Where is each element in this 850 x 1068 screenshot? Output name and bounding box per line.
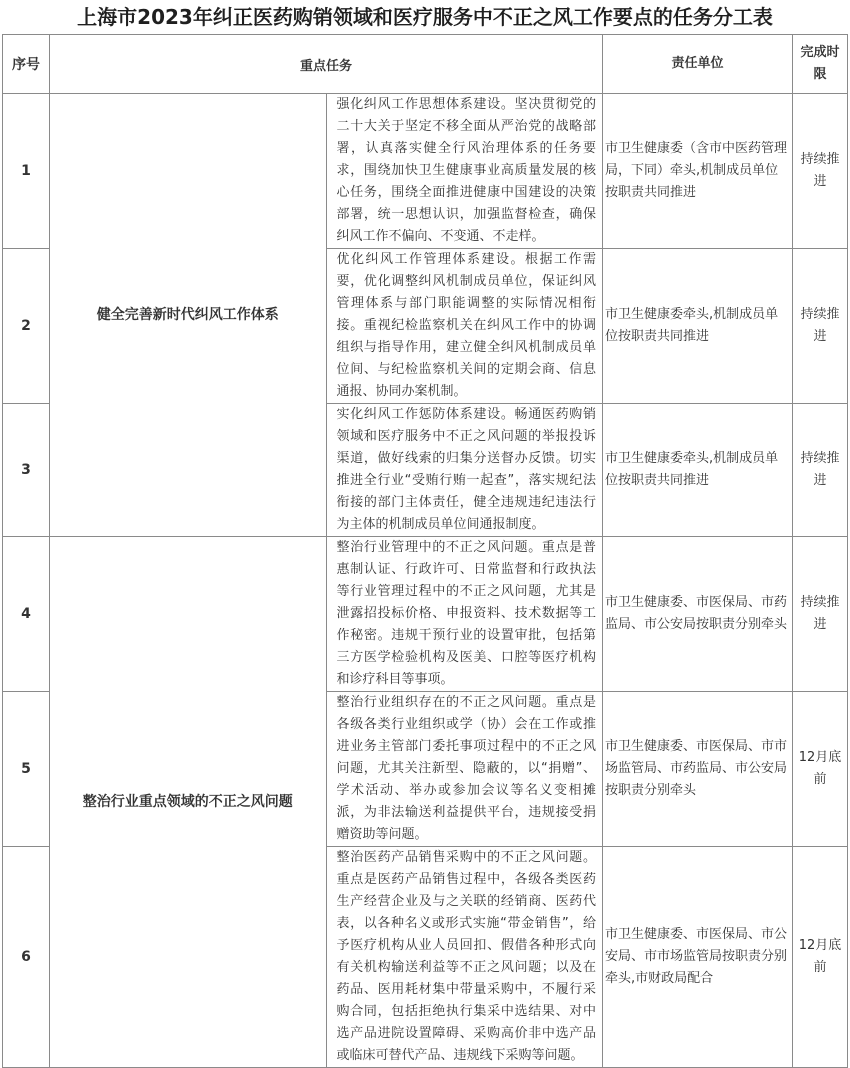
row-task: 强化纠风工作思想体系建设。坚决贯彻党的二十大关于坚定不移全面从严治党的战略部署，认真落实健全行风治理体系的任务要求，围绕加快卫生健康事业高质量发展的核心任务，围绕全面推进健康中国建设的决策部署，统一思想认识，加强监督检查，确保纠风工作不偏向、不变通、不走样。	[326, 94, 603, 249]
row-deadline: 12月底前	[793, 847, 848, 1068]
row-no: 5	[3, 692, 50, 847]
header-deadline: 完成时限	[793, 35, 848, 94]
row-task: 整治行业管理中的不正之风问题。重点是普惠制认证、行政许可、日常监督和行政执法等行业管理过程中的不正之风问题，尤其是泄露招投标价格、申报资料、技术数据等工作秘密。违规干预行业的设置审批，包括第三方医学检验机构及医美、口腔等医疗机构和诊疗科目等事项。	[326, 537, 603, 692]
row-task: 整治医药产品销售采购中的不正之风问题。重点是医药产品销售过程中，各级各类医药生产经营企业及与之关联的经销商、医药代表，以各种名义或形式实施“带金销售”，给予医疗机构从业人员回扣、假借各种形式向有关机构输送利益等不正之风问题；以及在药品、医用耗材集中带量采购中，不履行采购合同，包括拒绝执行集采中选结果、对中选产品进院设置障碍、采购高价非中选产品或临床可替代产品、违规线下采购等问题。	[326, 847, 603, 1068]
row-unit: 市卫生健康委牵头,机制成员单位按职责共同推进	[603, 404, 793, 537]
table-row	[3, 537, 848, 692]
row-deadline: 持续推进	[793, 537, 848, 692]
row-deadline: 持续推进	[793, 249, 848, 404]
row-unit: 市卫生健康委、市医保局、市市场监管局、市药监局、市公安局按职责分别牵头	[603, 692, 793, 847]
group-label: 健全完善新时代纠风工作体系	[50, 94, 327, 537]
row-unit: 市卫生健康委、市医保局、市公安局、市市场监管局按职责分别牵头,市财政局配合	[603, 847, 793, 1068]
header-task: 重点任务	[50, 35, 603, 94]
row-no: 2	[3, 249, 50, 404]
group-label: 整治行业重点领域的不正之风问题	[50, 537, 327, 1068]
row-deadline: 12月底前	[793, 692, 848, 847]
row-no: 6	[3, 847, 50, 1068]
row-no: 3	[3, 404, 50, 537]
row-deadline: 持续推进	[793, 94, 848, 249]
row-task: 优化纠风工作管理体系建设。根据工作需要，优化调整纠风机制成员单位，保证纠风管理体系与部门职能调整的实际情况相衔接。重视纪检监察机关在纠风工作中的协调组织与指导作用，建立健全纠风机制成员单位间、与纪检监察机关间的定期会商、信息通报、协同办案机制。	[326, 249, 603, 404]
row-unit: 市卫生健康委、市医保局、市药监局、市公安局按职责分别牵头	[603, 537, 793, 692]
header-no: 序号	[3, 35, 50, 94]
page-title: 上海市2023年纠正医药购销领域和医疗服务中不正之风工作要点的任务分工表	[77, 5, 773, 29]
row-unit: 市卫生健康委牵头,机制成员单位按职责共同推进	[603, 249, 793, 404]
row-deadline: 持续推进	[793, 404, 848, 537]
row-task: 实化纠风工作惩防体系建设。畅通医药购销领域和医疗服务中不正之风问题的举报投诉渠道，做好线索的归集分送督办反馈。切实推进全行业“受贿行贿一起查”，落实规纪法衔接的部门主体责任，健全违规违纪违法行为主体的机制成员单位间通报制度。	[326, 404, 603, 537]
row-unit: 市卫生健康委（含市中医药管理局，下同）牵头,机制成员单位按职责共同推进	[603, 94, 793, 249]
row-task: 整治行业组织存在的不正之风问题。重点是各级各类行业组织或学（协）会在工作或推进业务主管部门委托事项过程中的不正之风问题，尤其关注新型、隐蔽的，以“捐赠”、学术活动、举办或参加会议等名义变相摊派，为非法输送利益提供平台，违规接受捐赠资助等问题。	[326, 692, 603, 847]
header-unit: 责任单位	[603, 35, 793, 94]
task-table	[2, 34, 848, 1068]
header-row	[3, 35, 848, 94]
table-row	[3, 94, 848, 249]
row-no: 4	[3, 537, 50, 692]
row-no: 1	[3, 94, 50, 249]
